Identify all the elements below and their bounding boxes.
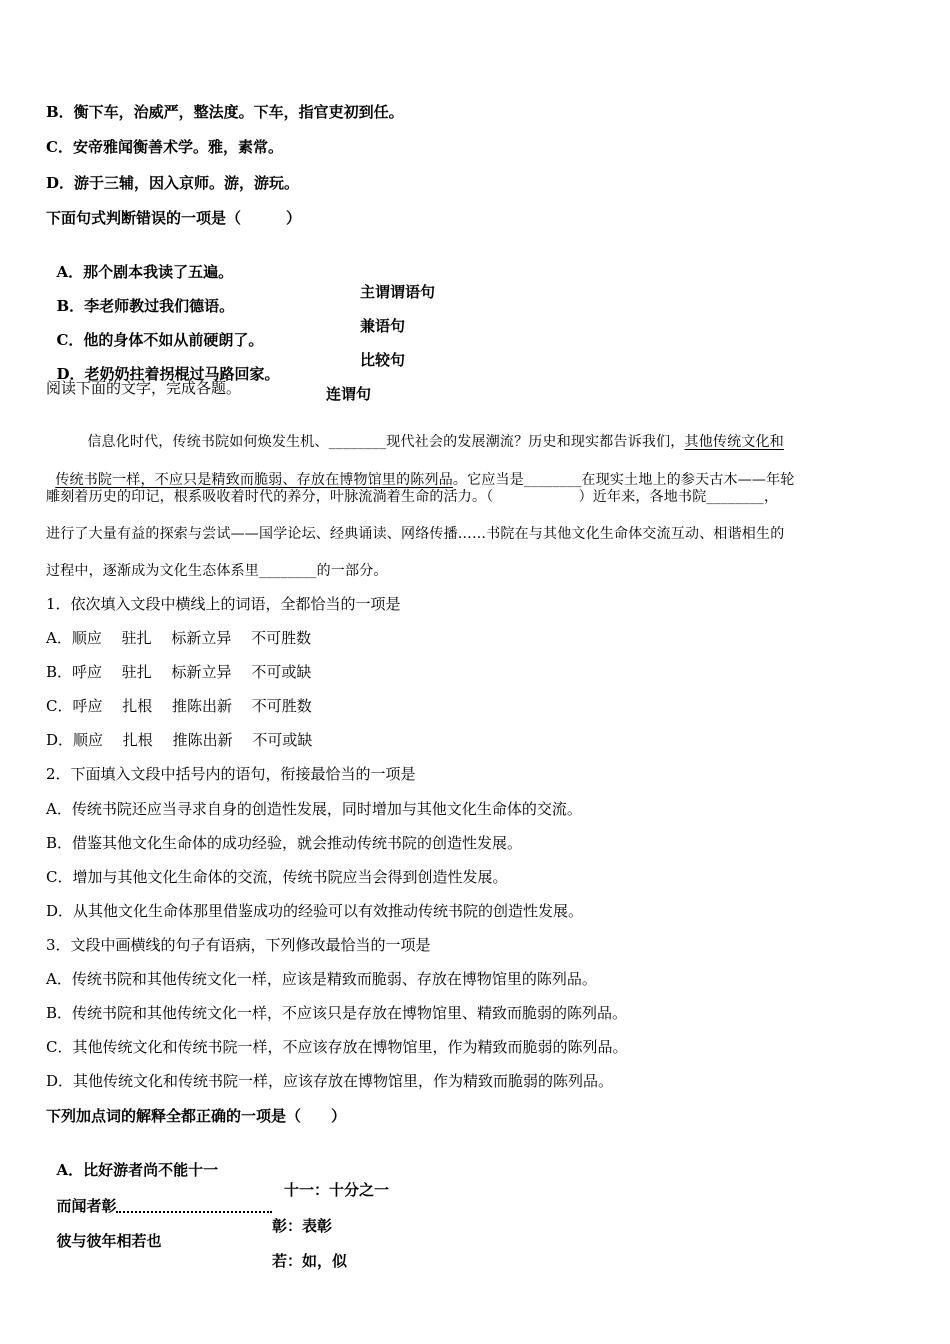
option-text: 彼与彼年相若也 — [56, 1232, 162, 1250]
question-stem: 2．下面填入文段中括号内的语句，衔接最恰当的一项是 — [46, 765, 416, 783]
option-text: C．他的身体不如从前硬朗了。 — [56, 331, 264, 349]
option-type: 比较句 — [360, 351, 406, 369]
option-gloss: 若：如，似 — [272, 1252, 348, 1270]
passage-line: 雕刻着历史的印记，根系吸收着时代的养分，叶脉流淌着生命的活力。（ ）近年来，各地书院________， — [46, 489, 779, 505]
question-stem: 1．依次填入文段中横线上的词语，全都恰当的一项是 — [46, 595, 401, 613]
option: D．从其他文化生命体那里借鉴成功的经验可以有效推动传统书院的创造性发展。 — [46, 902, 584, 920]
option: B．呼应 驻扎 标新立异 不可或缺 — [46, 663, 312, 681]
passage-text: 信息化时代，传统书院如何焕发生机、________现代社会的发展潮流？历史和现实都告诉我们， — [87, 434, 685, 450]
question-stem: 下列加点词的解释全都正确的一项是（ ） — [46, 1107, 347, 1125]
option: A．传统书院还应当寻求自身的创造性发展，同时增加与其他文化生命体的交流。 — [46, 800, 582, 818]
option: C．增加与其他文化生命体的交流，传统书院应当会得到创造性发展。 — [46, 868, 508, 886]
option-type: 主谓谓语句 — [360, 283, 436, 301]
option-text: A．那个剧本我读了五遍。 — [56, 263, 234, 281]
option: D．顺应 扎根 推陈出新 不可或缺 — [46, 731, 313, 749]
option-type: 连谓句 — [326, 385, 372, 403]
option-type: 兼语句 — [360, 317, 406, 335]
option-gloss: 十一：十分之一 — [284, 1181, 390, 1199]
option-text: 而闻者彰 — [56, 1197, 117, 1215]
option-c: C．安帝雅闻衡善术学。雅，素常。 — [46, 138, 283, 156]
option: B．借鉴其他文化生命体的成功经验，就会推动传统书院的创造性发展。 — [46, 834, 523, 852]
question-stem: 下面句式判断错误的一项是（ ） — [46, 209, 302, 227]
option-text: B．李老师教过我们德语。 — [56, 297, 235, 315]
option: D．其他传统文化和传统书院一样，应该存放在博物馆里，作为精致而脆弱的陈列品。 — [46, 1072, 614, 1090]
underlined-sentence: 传统书院一样，不应只是精致而脆弱、存放在博物馆里的陈列品 — [55, 472, 453, 488]
option: C．呼应 扎根 推陈出新 不可胜数 — [46, 697, 312, 715]
option-text: D．老奶奶拄着拐棍过马路回家。 — [56, 365, 280, 383]
option: A．顺应 驻扎 标新立异 不可胜数 — [46, 629, 312, 647]
option: A．传统书院和其他传统文化一样，应该是精致而脆弱、存放在博物馆里的陈列品。 — [46, 970, 597, 988]
option-b: B．衡下车，治威严，整法度。下车，指官吏初到任。 — [46, 103, 404, 121]
option: B．传统书院和其他传统文化一样，不应该只是存放在博物馆里、精致而脆弱的陈列品。 — [46, 1004, 628, 1022]
passage-line: 进行了大量有益的探索与尝试——国学论坛、经典诵读、网络传播……书院在与其他文化生命体交流互动、相谐相生的 — [46, 526, 785, 542]
option-gloss: 彰：表彰 — [272, 1217, 333, 1235]
option: C．其他传统文化和传统书院一样，不应该存放在博物馆里，作为精致而脆弱的陈列品。 — [46, 1038, 628, 1056]
option-d: D．游于三辅，因入京师。游，游玩。 — [46, 174, 300, 192]
reading-intro: 阅读下面的文字，完成各题。 — [46, 379, 242, 397]
passage-line — [78, 412, 784, 452]
underlined-sentence: 其他传统文化和 — [684, 434, 784, 450]
question-stem: 3．文段中画横线的句子有语病，下列修改最恰当的一项是 — [46, 936, 431, 954]
passage-line — [46, 450, 795, 490]
passage-text: 。它应当是________在现实土地上的参天古木——年轮 — [452, 472, 795, 488]
option-text: A．比好游者尚不能十一 — [56, 1161, 219, 1179]
passage-line: 过程中，逐渐成为文化生态体系里________的一部分。 — [46, 563, 388, 579]
